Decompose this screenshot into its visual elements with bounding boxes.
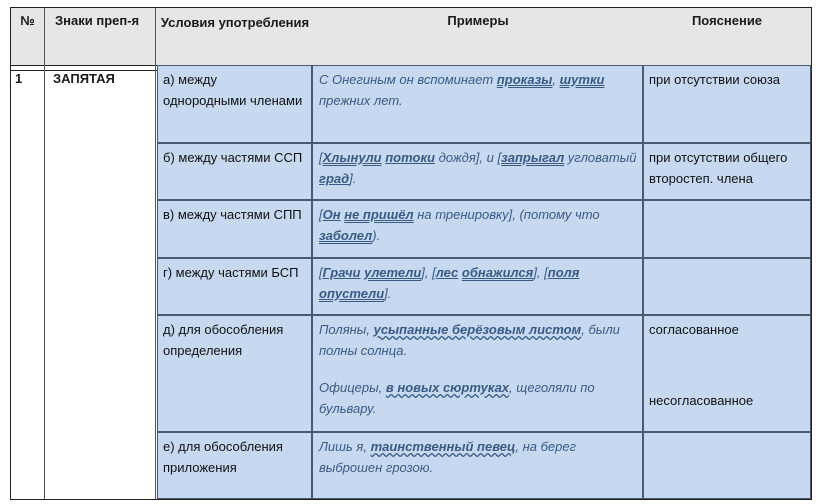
example-b: [Хлынули потоки дождя], и [запрыгал угловатый град]. (319, 150, 637, 186)
col-divider-2 (155, 8, 156, 499)
table-header (11, 8, 811, 66)
example-d: [Грачи улетели], [лес обнажился], [поля опустели]. (319, 265, 580, 301)
explanation-e2: несогласованное (649, 393, 754, 408)
condition-e: д) для обособления определения (163, 322, 284, 358)
cell-expl-c (643, 200, 811, 258)
example-c: [Он не пришёл на тренировку], (потому что заболел). (319, 207, 600, 243)
condition-a: а) между однородными членами (163, 72, 303, 108)
condition-b: б) между частями ССП (163, 150, 303, 165)
table-body (11, 71, 811, 499)
header-sign: Знаки преп-я (55, 13, 140, 28)
cell-expl-d (643, 258, 811, 315)
example-f: Лишь я, таинственный певец, на берег выброшен грозою. (319, 439, 577, 475)
header-examples: Примеры (447, 13, 509, 28)
condition-f: е) для обособления приложения (163, 439, 283, 475)
row-sign: ЗАПЯТАЯ (53, 71, 115, 86)
explanation-a: при отсутствии союза (649, 72, 781, 87)
explanation-b: при отсутствии общего второстеп. члена (649, 150, 788, 186)
rules-table (10, 7, 812, 500)
condition-c: в) между частями СПП (163, 207, 302, 222)
example-e2: Офицеры, в новых сюртуках, щеголяли по бульвару. (319, 380, 595, 416)
header-num: № (20, 13, 35, 28)
col-divider-1 (44, 8, 45, 499)
example-a: С Онегиным он вспоминает проказы, шутки прежних лет. (319, 72, 605, 108)
cell-expl-f (643, 432, 811, 499)
condition-d: г) между частями БСП (163, 265, 299, 280)
example-e1: Поляны, усыпанные берёзовым листом, были полны солнца. (319, 322, 620, 358)
header-conditions: Условия употребления (160, 15, 310, 30)
row-num: 1 (15, 71, 23, 86)
explanation-e1: согласованное (649, 322, 739, 337)
header-explanation: Пояснение (691, 13, 763, 28)
